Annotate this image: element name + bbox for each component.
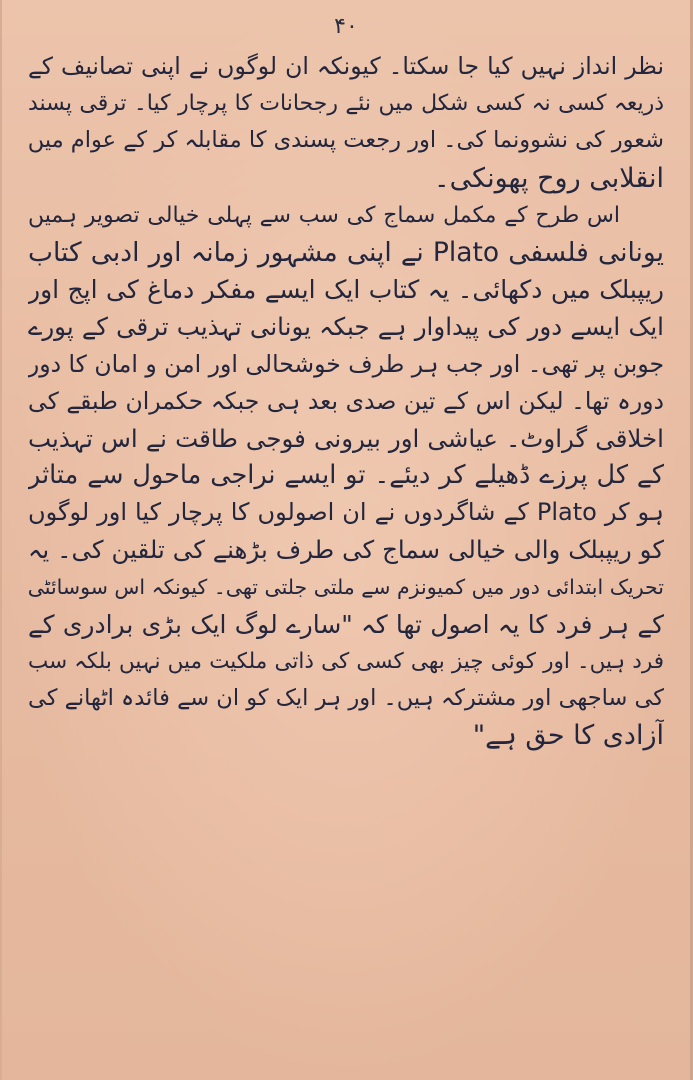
text-line: یونانی فلسفی Plato نے اپنی مشہور زمانہ اور ادبی کتاب [28,236,664,268]
text-line: ریپبلک میں دکھائی۔ یہ کتاب ایک ایسے مفکر دماغ کی اپج اور [28,275,664,305]
text-line: کے کل پرزے ڈھیلے کر دیئے۔ تو ایسے نراجی ماحول سے متاثر [28,460,664,491]
text-line: انقلابی روح پھونکی۔ [433,162,664,194]
text-line: کے ہر فرد کا یہ اصول تھا کہ "سارے لوگ ایک بڑی برادری کے [28,609,664,639]
text-line: فرد ہیں۔ اور کوئی چیز بھی کسی کی ذاتی ملکیت میں نہیں بلکہ سب [28,649,664,674]
page-number: ۴۰ [334,14,358,39]
text-line: نظر انداز نہیں کیا جا سکتا۔ کیونکہ ان لوگوں نے اپنی تصانیف کے [28,52,664,80]
text-line: دورہ تھا۔ لیکن اس کے تین صدی بعد ہی جبکہ حکمران طبقے کی [28,386,664,415]
text-line: جوبن پر تھی۔ اور جب ہر طرف خوشحالی اور امن و امان کا دور [28,349,664,378]
text-line: شعور کی نشوونما کی۔ اور رجعت پسندی کا مقابلہ کر کے عوام میں [28,127,664,154]
text-line: کی ساجھی اور مشترکہ ہیں۔ اور ہر ایک کو ان سے فائدہ اٹھانے کی [28,685,664,712]
page-body-text [28,48,664,755]
text-line: ذریعہ کسی نہ کسی شکل میں نئے رجحانات کا پرچار کیا۔ ترقی پسند [28,91,664,117]
text-line: تحریک ابتدائی دور میں کمیونزم سے ملتی جلتی تھی۔ کیونکہ اس سوسائٹی [28,574,664,599]
text-line: آزادی کا حق ہے" [472,720,664,752]
text-line: اخلاقی گراوٹ۔ عیاشی اور بیرونی فوجی طاقت نے اس تہذیب [28,423,664,453]
text-line: ایک ایسے دور کی پیداوار ہے جبکہ یونانی تہذیب ترقی کے پورے [28,312,664,342]
text-line: کو ریپبلک والی خیالی سماج کی طرف بڑھنے کی تلقین کی۔ یہ [28,535,664,565]
text-line: ہو کر Plato کے شاگردوں نے ان اصولوں کا پرچار کیا اور لوگوں [28,498,664,527]
text-line: اس طرح کے مکمل سماج کی سب سے پہلی خیالی تصویر ہمیں [28,202,620,228]
